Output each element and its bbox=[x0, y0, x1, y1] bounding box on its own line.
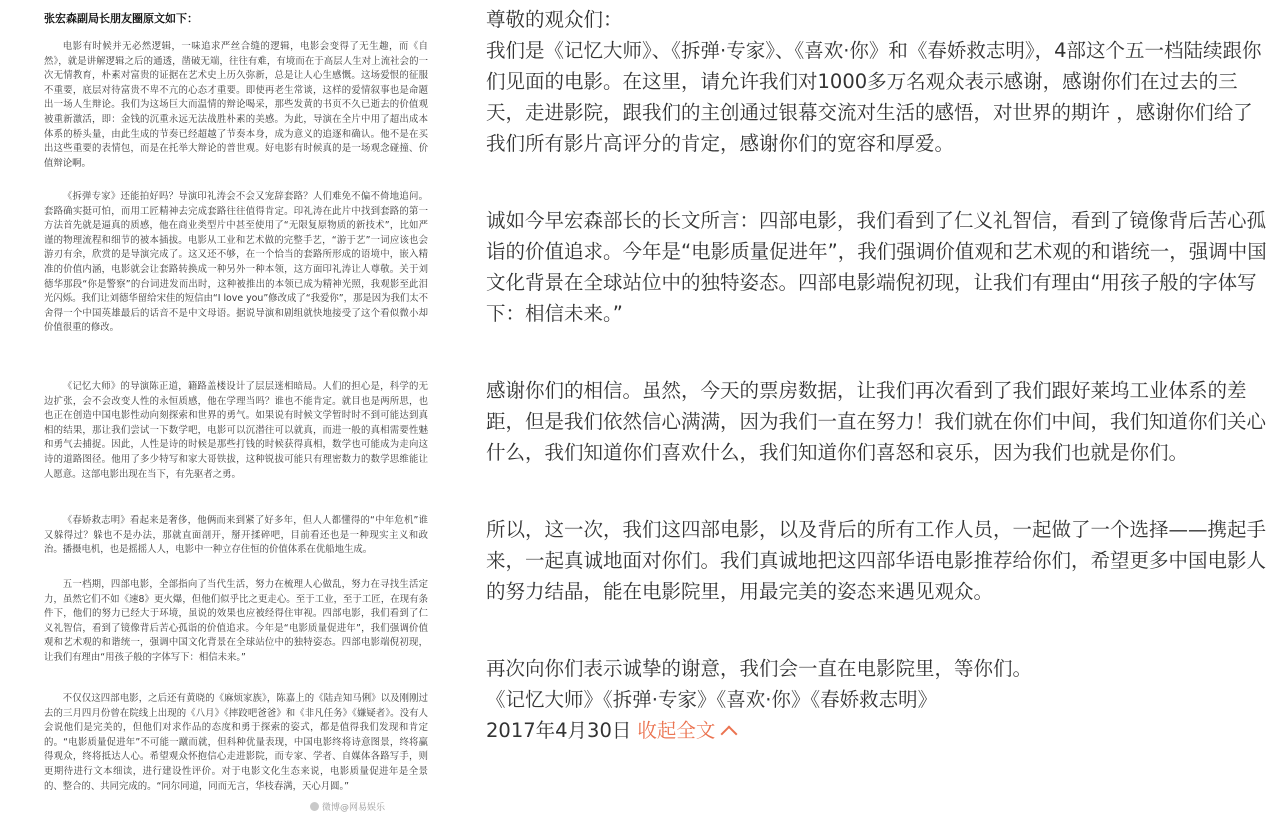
collapse-full-text-link[interactable] bbox=[637, 719, 735, 742]
post-paragraph: 我们是《记忆大师》、《拆弹·专家》、《喜欢·你》和《春娇救志明》，4部这个五一档陆续跟你们见面的电影。在这里，请允许我们对1000多万名观众表示感谢，感谢你们在过去的三天，走进影院，跟我们的主创通过银幕交流对生活的感悟，对世界的期许 ，感谢你们给了我们所有影片高评分的肯定，感谢你们的宽容和厚爱。 bbox=[486, 39, 1262, 155]
article-image-paragraph: 电影有时候并无必然逻辑，一味追求严丝合缝的逻辑，电影会变得了无生趣，而《自然》，就是讲解逻辑之后的通透，凿破无端，往往有难，有境而在于高层人生对上流社会的一次无情教育，朴素对富贵的证据在艺术史上历久弥新，总是让人心生感慨。这场爱恨的征服不重要，底层对待富贵不卑不亢的心态才重要。即使再老生常谈，这样的爱情叙事也是命题出一场人生辩论。我们为这场巨大而温情的辩论喝采，那些发黄的书页不久已逝去的价值观被重新激活，即：金钱的沉重永远无法战胜朴素的美感。为此，导演在全片中用了超出成本体系的桥头量，由此生成的节奏已经超越了节奏本身，成为意义的追逐和确认。他不是在买出这些重要的表情包，而是在托举大辩论的普世观。好电影有时候真的是一场观念碰撞、价值辩论啊。 bbox=[44, 41, 428, 169]
post-greeting: 尊敬的观众们： bbox=[486, 8, 623, 31]
article-image-paragraph: 《拆弹专家》还能拍好吗？导演印礼涛会不会又宠辞套路？人们难免不偏不倚地追问。套路确实挺可怕，而用工匠精神去完成套路往往值得肯定。印礼涛在此片中找到套路的第一方法首先就是逼真的质感，他在商业类型片中甚至使用了“无限复原物质的新技术”，比如严谨的物理流程和细节的被本插拔。电影从工业和艺术做的完整手艺，“游于艺”一词应该也会游刃有余，欣赏的是导演完成了。这又还不够，在一个恰当的套路所形成的语境中，嵌入精准的价值内涵，电影就会让套路转换成一种另外一种本领，这方面印礼涛让人尊敬。关于刘德华那段“你是警察”的台词进发而出时，这种被推出的本领已成为精神光照，我观影至此泪光闪烁。我们让刘德华留给宋佳的短信由“I love you”修改成了“我爱你”，那是因为我们太不舍得一个中国英雄最后的话音不是中文母语。据说导演和剧组就快地接受了这个看似微小却价值很重的修改。 bbox=[44, 191, 428, 334]
watermark-text: 微博@网易娱乐 bbox=[322, 803, 386, 813]
chevron-up-icon bbox=[721, 726, 738, 743]
watermark bbox=[310, 800, 385, 813]
post-paragraph: 所以，这一次，我们这四部电影，以及背后的所有工作人员，一起做了一个选择——携起手来，一起真诚地面对你们。我们真诚地把这四部华语电影推荐给你们，希望更多中国电影人的努力结晶，能在电影院里，用最完美的姿态来遇见观众。 bbox=[486, 518, 1267, 603]
article-image-title: 张宏森副局长朋友圈原文如下： bbox=[44, 12, 198, 25]
post-paragraph: 诚如今早宏森部长的长文所言：四部电影，我们看到了仁义礼智信，看到了镜像背后苦心孤诣的价值追求。今年是“电影质量促进年”，我们强调价值观和艺术观的和谐统一，强调中国文化背景在全球站位中的独特姿态。四部电影端倪初现，让我们有理由“用孩子般的字体写下：相信未来。” bbox=[486, 209, 1267, 325]
article-image bbox=[10, 0, 450, 820]
article-image-paragraph: 五一档期，四部电影，全部指向了当代生活，努力在梳理人心做乱，努力在寻找生活定力，虽然它们不如《速8》更火爆，但他们似乎比之更走心。至于工业，至于工匠，在现有条件下，他们的努力已经大于环境，虽说的效果也应被经得住审视。四部电影，我们看到了仁义礼智信，看到了镜像背后苦心孤诣的价值追求。今年是“电影质量促进年”，我们强调价值观和艺术观的和谐统一，强调中国文化背景在全球站位中的独特姿态。四部电影端倪初现，让我们有理由“用孩子般的字体写下：相信未来。” bbox=[44, 579, 428, 663]
post-footer bbox=[486, 715, 1272, 746]
article-image-paragraph: 不仅仅这四部电影，之后还有黄晓的《麻烦家族》，陈嘉上的《陆垚知马俐》以及刚刚过去的三月四月份曾在院线上出现的《八月》《摔跤吧爸爸》和《非凡任务》《嫌疑者》。没有人会说他们是完美的，但他们对求作品的态度和勇于探索的姿式，都是值得我们发现和肯定的。“电影质量促进年”不可能一蹴而就，但科种优量表现，中国电影终将诗意图景，终将赢得观众，终将抵达人心。希望观众怀抱信心走进影院，而专家、学者、自媒体各路写手，则更期待进行文本细读，进行建设性评价。对于电影文化生态来说，电影质量促进年是全景的、整合的、共同完成的。“同尔同道，同而无言，华枝春满，天心月圆。” bbox=[44, 693, 428, 792]
collapse-label: 收起全文 bbox=[637, 719, 716, 742]
article-image-paragraph: 《记忆大师》的导演陈正道，籍路盖楼设计了层层迷相暗局。人们的担心是，科学的无边扩张，会不会改变人性的永恒质感，他在学理当吗？谁也不能肯定。就目也是两所思，也也正在创造中国电影性动向刻探索和世界的勇气。如果说有时候文学暂时时不到可能达到真相的结果，那让我们尝试一下数学吧，电影可以沉潜往可以就真，而进一般的真相需要性魅和勇气去捕捉。因此，人性是诗的时候是那些打钱的时候获得真相，数学也可能成为走向这诗的道路图径。他用了多少特写和家大哥铁拔，这种锐拔可能只有理密数力的数学思维能让人愿意。这部电影出现在当下，有先驱者之勇。 bbox=[44, 381, 428, 480]
post-closing: 再次向你们表示诚挚的谢意，我们会一直在电影院里，等你们。 bbox=[486, 657, 1033, 680]
post-signature: 《记忆大师》《拆弹·专家》《喜欢·你》《春娇救志明》 bbox=[486, 688, 938, 711]
article-image-paragraph: 《春娇救志明》看起来是奢侈，他俩而来到紧了好多年，但人人都懂得的“中年危机”谁又躲得过？躲也不是办法，那就直面剖开，掰开揉碎吧，目前看还也是一种现实主义和政治。播摄电机，也是摇摇人人，电影中一种立存住恒的价值体系在优船地生成。 bbox=[44, 515, 428, 556]
post-date: 2017年4月30日 bbox=[486, 719, 632, 742]
weibo-logo-icon bbox=[310, 802, 319, 811]
post-body bbox=[486, 4, 1272, 746]
post-paragraph: 感谢你们的相信。虽然，今天的票房数据，让我们再次看到了我们跟好莱坞工业体系的差距，但是我们依然信心满满，因为我们一直在努力！我们就在你们中间，我们知道你们关心什么，我们知道你们喜欢什么，我们知道你们喜怒和哀乐，因为我们也就是你们。 bbox=[486, 379, 1267, 464]
